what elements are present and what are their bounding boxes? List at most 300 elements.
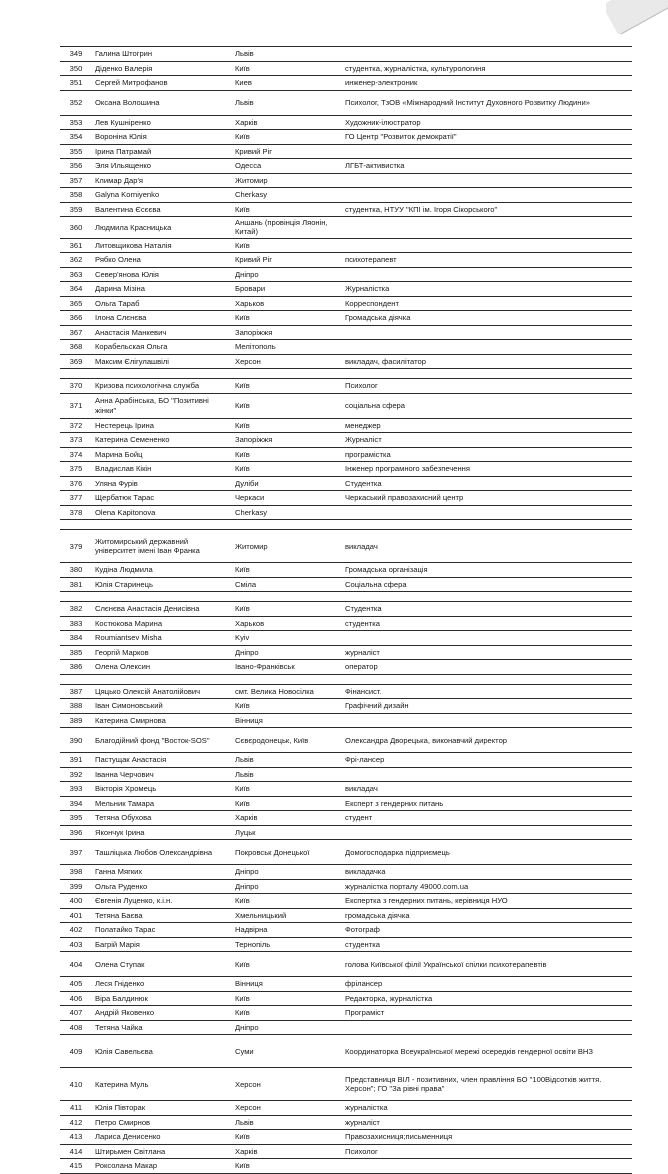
row-name: Марина Бойц bbox=[92, 447, 232, 462]
row-city: Київ bbox=[232, 447, 342, 462]
row-role: викладач bbox=[342, 782, 632, 797]
row-role bbox=[342, 505, 632, 520]
row-name: Тетяна Обухова bbox=[92, 811, 232, 826]
row-name: Галина Штогрин bbox=[92, 47, 232, 62]
row-number: 385 bbox=[60, 645, 92, 660]
row-role: Фінансист. bbox=[342, 684, 632, 699]
table-row bbox=[60, 1035, 632, 1068]
spacer-cell bbox=[60, 520, 632, 530]
row-role: Фотограф bbox=[342, 923, 632, 938]
table-row bbox=[60, 159, 632, 174]
table-row bbox=[60, 340, 632, 355]
table-row bbox=[60, 728, 632, 753]
row-role: Редакторка, журналістка bbox=[342, 991, 632, 1006]
table-spacer-row bbox=[60, 674, 632, 684]
table-row bbox=[60, 253, 632, 268]
row-name: Житомирський державний університет імені Іван Франка bbox=[92, 530, 232, 563]
row-role: соціальна сфера bbox=[342, 393, 632, 418]
table-row bbox=[60, 282, 632, 297]
table-row bbox=[60, 1130, 632, 1145]
table-row bbox=[60, 76, 632, 91]
row-number: 368 bbox=[60, 340, 92, 355]
row-name: Якончук Ірина bbox=[92, 825, 232, 840]
row-number: 392 bbox=[60, 767, 92, 782]
row-city: Вінниця bbox=[232, 977, 342, 992]
row-number: 399 bbox=[60, 879, 92, 894]
row-name: Іванна Черчович bbox=[92, 767, 232, 782]
row-number: 402 bbox=[60, 923, 92, 938]
row-name: Анна Арабінська, БО "Позитивні жінки" bbox=[92, 393, 232, 418]
row-city: Аншань (провінція Ляонін, Китай) bbox=[232, 217, 342, 239]
row-name: Кудіна Людмила bbox=[92, 563, 232, 578]
row-number: 409 bbox=[60, 1035, 92, 1068]
row-role: менеджер bbox=[342, 418, 632, 433]
row-number: 393 bbox=[60, 782, 92, 797]
row-name: Ольга Тараб bbox=[92, 296, 232, 311]
table-spacer-row bbox=[60, 592, 632, 602]
row-number: 390 bbox=[60, 728, 92, 753]
row-role: студентка bbox=[342, 937, 632, 952]
row-number: 386 bbox=[60, 660, 92, 675]
row-number: 389 bbox=[60, 713, 92, 728]
row-city: Кривий Ріг bbox=[232, 144, 342, 159]
row-number: 382 bbox=[60, 602, 92, 617]
row-city: Cherkasy bbox=[232, 188, 342, 203]
table-row bbox=[60, 462, 632, 477]
row-role bbox=[342, 1020, 632, 1035]
table-row bbox=[60, 684, 632, 699]
row-role: викладачка bbox=[342, 865, 632, 880]
row-role: Психолог bbox=[342, 1144, 632, 1159]
spacer-cell bbox=[60, 369, 632, 379]
row-number: 362 bbox=[60, 253, 92, 268]
table-row bbox=[60, 602, 632, 617]
row-city: Харків bbox=[232, 115, 342, 130]
row-number: 373 bbox=[60, 433, 92, 448]
table-row bbox=[60, 188, 632, 203]
row-city: Дніпро bbox=[232, 645, 342, 660]
row-number: 356 bbox=[60, 159, 92, 174]
spacer-cell bbox=[60, 674, 632, 684]
row-name: Эля Ильященко bbox=[92, 159, 232, 174]
table-row bbox=[60, 1159, 632, 1174]
row-city: Івано-Франківськ bbox=[232, 660, 342, 675]
row-city: Київ bbox=[232, 238, 342, 253]
table-body bbox=[60, 47, 632, 1174]
row-city: Львів bbox=[232, 1115, 342, 1130]
row-city: Харьков bbox=[232, 296, 342, 311]
row-role: Студентка bbox=[342, 602, 632, 617]
row-name: Корабельская Ольга bbox=[92, 340, 232, 355]
row-role bbox=[342, 340, 632, 355]
row-number: 376 bbox=[60, 476, 92, 491]
row-role: Психолог, ТзОВ «Міжнародний Інститут Духовного Розвитку Людини» bbox=[342, 90, 632, 115]
row-number: 349 bbox=[60, 47, 92, 62]
row-number: 387 bbox=[60, 684, 92, 699]
row-city: Kyiv bbox=[232, 631, 342, 646]
row-role: Психолог bbox=[342, 379, 632, 394]
row-role bbox=[342, 713, 632, 728]
table-row bbox=[60, 952, 632, 977]
table-row bbox=[60, 115, 632, 130]
row-city: Бровари bbox=[232, 282, 342, 297]
row-name: Климар Дар'я bbox=[92, 173, 232, 188]
row-city: Харків bbox=[232, 811, 342, 826]
row-number: 396 bbox=[60, 825, 92, 840]
row-name: Щербатюк Тарас bbox=[92, 491, 232, 506]
row-role: Графічний дизайн bbox=[342, 699, 632, 714]
row-role: Правозахисниця;письменниця bbox=[342, 1130, 632, 1145]
row-name: Багрій Марія bbox=[92, 937, 232, 952]
row-number: 363 bbox=[60, 267, 92, 282]
row-role: Художник-ілюстратор bbox=[342, 115, 632, 130]
row-city: Тернопіль bbox=[232, 937, 342, 952]
row-city: Київ bbox=[232, 699, 342, 714]
table-row bbox=[60, 1101, 632, 1116]
table-row bbox=[60, 144, 632, 159]
row-name: Ганна Мягких bbox=[92, 865, 232, 880]
row-role bbox=[342, 47, 632, 62]
row-name: Ілона Слєнєва bbox=[92, 311, 232, 326]
row-name: Катерина Семененко bbox=[92, 433, 232, 448]
row-role: Черкаський правозахисний центр bbox=[342, 491, 632, 506]
row-role bbox=[342, 767, 632, 782]
table-row bbox=[60, 1068, 632, 1101]
row-number: 371 bbox=[60, 393, 92, 418]
row-number: 411 bbox=[60, 1101, 92, 1116]
row-city: Cherkasy bbox=[232, 505, 342, 520]
row-city: Львів bbox=[232, 753, 342, 768]
row-role: Громадська організація bbox=[342, 563, 632, 578]
row-city: Луцьк bbox=[232, 825, 342, 840]
row-role: оператор bbox=[342, 660, 632, 675]
row-city: Київ bbox=[232, 602, 342, 617]
row-name: Сергей Митрофанов bbox=[92, 76, 232, 91]
table-row bbox=[60, 491, 632, 506]
row-name: Roumiantsev Misha bbox=[92, 631, 232, 646]
row-name: Тетяна Баєва bbox=[92, 908, 232, 923]
row-city: Запоріжжя bbox=[232, 433, 342, 448]
row-role: Програміст bbox=[342, 1006, 632, 1021]
row-city: Харьков bbox=[232, 616, 342, 631]
row-name: Андрій Яковенко bbox=[92, 1006, 232, 1021]
table-row bbox=[60, 631, 632, 646]
table-row bbox=[60, 796, 632, 811]
row-role bbox=[342, 325, 632, 340]
row-number: 372 bbox=[60, 418, 92, 433]
table-row bbox=[60, 311, 632, 326]
row-number: 364 bbox=[60, 282, 92, 297]
table-row bbox=[60, 418, 632, 433]
row-name: Олена Ступак bbox=[92, 952, 232, 977]
row-number: 415 bbox=[60, 1159, 92, 1174]
row-role: Експертка з гендерних питань, керівниця НУО bbox=[342, 894, 632, 909]
row-city: Вінниця bbox=[232, 713, 342, 728]
table-row bbox=[60, 1144, 632, 1159]
table-row bbox=[60, 505, 632, 520]
row-city: Харків bbox=[232, 1144, 342, 1159]
row-role: психотерапевт bbox=[342, 253, 632, 268]
row-number: 361 bbox=[60, 238, 92, 253]
row-city: Житомир bbox=[232, 530, 342, 563]
row-role: Олександра Дворецька, виконавчий директор bbox=[342, 728, 632, 753]
row-city: Дніпро bbox=[232, 1020, 342, 1035]
row-number: 351 bbox=[60, 76, 92, 91]
row-number: 365 bbox=[60, 296, 92, 311]
row-role: Координаторка Всеукраїнської мережі осередків гендерної освіти ВНЗ bbox=[342, 1035, 632, 1068]
row-number: 407 bbox=[60, 1006, 92, 1021]
table-row bbox=[60, 977, 632, 992]
row-role: Домогосподарка підприємець bbox=[342, 840, 632, 865]
table-row bbox=[60, 879, 632, 894]
table-row bbox=[60, 393, 632, 418]
row-city: Одесса bbox=[232, 159, 342, 174]
row-name: Петро Смирнов bbox=[92, 1115, 232, 1130]
table-row bbox=[60, 379, 632, 394]
row-name: Ташліцька Любов Олександрівна bbox=[92, 840, 232, 865]
row-name: Юлія Старинець bbox=[92, 577, 232, 592]
row-city: Херсон bbox=[232, 1068, 342, 1101]
table-row bbox=[60, 267, 632, 282]
table-row bbox=[60, 699, 632, 714]
row-name: Юлія Савельєва bbox=[92, 1035, 232, 1068]
row-city: Надвірна bbox=[232, 923, 342, 938]
row-city: Киев bbox=[232, 76, 342, 91]
row-name: Пастущак Анастасія bbox=[92, 753, 232, 768]
table-row bbox=[60, 238, 632, 253]
row-name: Максим Єлігулашвілі bbox=[92, 354, 232, 369]
row-role: журналістка bbox=[342, 1101, 632, 1116]
row-number: 395 bbox=[60, 811, 92, 826]
table-row bbox=[60, 61, 632, 76]
table-row bbox=[60, 811, 632, 826]
row-role bbox=[342, 173, 632, 188]
table-row bbox=[60, 173, 632, 188]
table-row bbox=[60, 433, 632, 448]
row-name: Литовщикова Наталія bbox=[92, 238, 232, 253]
row-name: Тетяна Чайка bbox=[92, 1020, 232, 1035]
row-city: Житомир bbox=[232, 173, 342, 188]
table-row bbox=[60, 840, 632, 865]
row-name: Кризова психологічна служба bbox=[92, 379, 232, 394]
row-name: Георгій Марков bbox=[92, 645, 232, 660]
row-number: 388 bbox=[60, 699, 92, 714]
row-city: Київ bbox=[232, 991, 342, 1006]
row-name: Іван Симоновський bbox=[92, 699, 232, 714]
row-name: Роксолана Макар bbox=[92, 1159, 232, 1174]
row-role: Корреспондент bbox=[342, 296, 632, 311]
table-row bbox=[60, 753, 632, 768]
row-role: Фрі-лансер bbox=[342, 753, 632, 768]
row-name: Вороніна Юлія bbox=[92, 130, 232, 145]
row-city: Дніпро bbox=[232, 865, 342, 880]
row-number: 355 bbox=[60, 144, 92, 159]
row-city: Київ bbox=[232, 1006, 342, 1021]
row-name: Юлія Півторак bbox=[92, 1101, 232, 1116]
row-number: 403 bbox=[60, 937, 92, 952]
row-role: студентка, журналістка, культурологиня bbox=[342, 61, 632, 76]
table-row bbox=[60, 908, 632, 923]
registration-table bbox=[60, 46, 632, 1174]
row-city: Київ bbox=[232, 202, 342, 217]
row-city: Херсон bbox=[232, 1101, 342, 1116]
row-city: Київ bbox=[232, 379, 342, 394]
row-number: 398 bbox=[60, 865, 92, 880]
row-role bbox=[342, 217, 632, 239]
table-row bbox=[60, 713, 632, 728]
table-spacer-row bbox=[60, 520, 632, 530]
row-number: 374 bbox=[60, 447, 92, 462]
row-name: Катерина Смирнова bbox=[92, 713, 232, 728]
row-role: голова Київської філії Української спілки психотерапевтів bbox=[342, 952, 632, 977]
row-city: Київ bbox=[232, 1159, 342, 1174]
row-number: 412 bbox=[60, 1115, 92, 1130]
row-role: студент bbox=[342, 811, 632, 826]
row-number: 413 bbox=[60, 1130, 92, 1145]
row-number: 406 bbox=[60, 991, 92, 1006]
row-number: 377 bbox=[60, 491, 92, 506]
row-number: 353 bbox=[60, 115, 92, 130]
row-role: Соціальна сфера bbox=[342, 577, 632, 592]
row-name: Діденко Валерія bbox=[92, 61, 232, 76]
row-name: Olena Kapitonova bbox=[92, 505, 232, 520]
row-name: Вікторія Хромець bbox=[92, 782, 232, 797]
row-name: Слєнєва Анастасія Денисівна bbox=[92, 602, 232, 617]
row-city: Київ bbox=[232, 563, 342, 578]
table-row bbox=[60, 90, 632, 115]
row-number: 359 bbox=[60, 202, 92, 217]
row-number: 414 bbox=[60, 1144, 92, 1159]
table-row bbox=[60, 325, 632, 340]
row-number: 358 bbox=[60, 188, 92, 203]
row-number: 370 bbox=[60, 379, 92, 394]
row-city: Київ bbox=[232, 462, 342, 477]
row-name: Владислав Кікін bbox=[92, 462, 232, 477]
row-city: Київ bbox=[232, 1130, 342, 1145]
row-name: Ольга Руденко bbox=[92, 879, 232, 894]
row-city: Сміла bbox=[232, 577, 342, 592]
table-row bbox=[60, 217, 632, 239]
row-name: Рябко Олена bbox=[92, 253, 232, 268]
row-role bbox=[342, 267, 632, 282]
row-role: студентка bbox=[342, 616, 632, 631]
table-row bbox=[60, 447, 632, 462]
row-name: Цяцько Олексій Анатолійович bbox=[92, 684, 232, 699]
row-city: Черкаси bbox=[232, 491, 342, 506]
row-name: Євгенія Луценко, к.і.н. bbox=[92, 894, 232, 909]
row-role bbox=[342, 631, 632, 646]
table-spacer-row bbox=[60, 369, 632, 379]
table-row bbox=[60, 767, 632, 782]
table-row bbox=[60, 1115, 632, 1130]
row-name: Мельник Тамара bbox=[92, 796, 232, 811]
row-city: Херсон bbox=[232, 354, 342, 369]
row-name: Galyna Korniyenko bbox=[92, 188, 232, 203]
row-name: Дарина Мізіна bbox=[92, 282, 232, 297]
row-city: Хмельницький bbox=[232, 908, 342, 923]
row-number: 410 bbox=[60, 1068, 92, 1101]
row-name: Олена Олексин bbox=[92, 660, 232, 675]
row-number: 369 bbox=[60, 354, 92, 369]
table-row bbox=[60, 530, 632, 563]
row-city: Київ bbox=[232, 130, 342, 145]
row-name: Людмила Красницька bbox=[92, 217, 232, 239]
row-city: Київ bbox=[232, 61, 342, 76]
row-number: 381 bbox=[60, 577, 92, 592]
row-role: Інженер програмного забезпечення bbox=[342, 462, 632, 477]
row-role: фрілансер bbox=[342, 977, 632, 992]
row-number: 404 bbox=[60, 952, 92, 977]
document-page bbox=[60, 46, 608, 1174]
table-row bbox=[60, 1020, 632, 1035]
row-city: Кривий Ріг bbox=[232, 253, 342, 268]
row-number: 366 bbox=[60, 311, 92, 326]
row-role bbox=[342, 188, 632, 203]
row-city: Покровськ Донецької bbox=[232, 840, 342, 865]
row-role: ЛГБТ-активистка bbox=[342, 159, 632, 174]
row-name: Оксана Волошина bbox=[92, 90, 232, 115]
row-number: 383 bbox=[60, 616, 92, 631]
table-row bbox=[60, 825, 632, 840]
row-name: Уляна Фурів bbox=[92, 476, 232, 491]
row-name: Благодійний фонд "Восток-SOS" bbox=[92, 728, 232, 753]
row-role bbox=[342, 238, 632, 253]
row-city: Київ bbox=[232, 894, 342, 909]
row-number: 397 bbox=[60, 840, 92, 865]
row-city: Запоріжжя bbox=[232, 325, 342, 340]
row-number: 375 bbox=[60, 462, 92, 477]
row-number: 360 bbox=[60, 217, 92, 239]
page-corner-fold bbox=[606, 0, 668, 34]
row-number: 384 bbox=[60, 631, 92, 646]
row-role: студентка, НТУУ "КПІ ім. Ігоря Сікорського" bbox=[342, 202, 632, 217]
table-row bbox=[60, 577, 632, 592]
row-city: Львів bbox=[232, 767, 342, 782]
row-role: инженер-электроник bbox=[342, 76, 632, 91]
row-city: смт. Велика Новосілка bbox=[232, 684, 342, 699]
row-role: журналіст bbox=[342, 645, 632, 660]
row-city: Суми bbox=[232, 1035, 342, 1068]
table-row bbox=[60, 991, 632, 1006]
row-name: Валентина Єсєєва bbox=[92, 202, 232, 217]
row-name: Полатайко Тарас bbox=[92, 923, 232, 938]
row-role: ГО Центр "Розвиток демократії" bbox=[342, 130, 632, 145]
table-row bbox=[60, 660, 632, 675]
row-number: 367 bbox=[60, 325, 92, 340]
row-city: Львів bbox=[232, 47, 342, 62]
row-city: Дніпро bbox=[232, 267, 342, 282]
row-city: Львів bbox=[232, 90, 342, 115]
table-row bbox=[60, 645, 632, 660]
row-number: 380 bbox=[60, 563, 92, 578]
row-role: Журналістка bbox=[342, 282, 632, 297]
table-row bbox=[60, 865, 632, 880]
table-row bbox=[60, 782, 632, 797]
row-city: Київ bbox=[232, 311, 342, 326]
row-role bbox=[342, 825, 632, 840]
spacer-cell bbox=[60, 592, 632, 602]
row-number: 400 bbox=[60, 894, 92, 909]
row-role: програмістка bbox=[342, 447, 632, 462]
row-name: Віра Балдинюк bbox=[92, 991, 232, 1006]
row-role: викладач bbox=[342, 530, 632, 563]
row-number: 401 bbox=[60, 908, 92, 923]
table-row bbox=[60, 296, 632, 311]
row-number: 352 bbox=[60, 90, 92, 115]
table-row bbox=[60, 476, 632, 491]
row-city: Київ bbox=[232, 393, 342, 418]
row-number: 378 bbox=[60, 505, 92, 520]
